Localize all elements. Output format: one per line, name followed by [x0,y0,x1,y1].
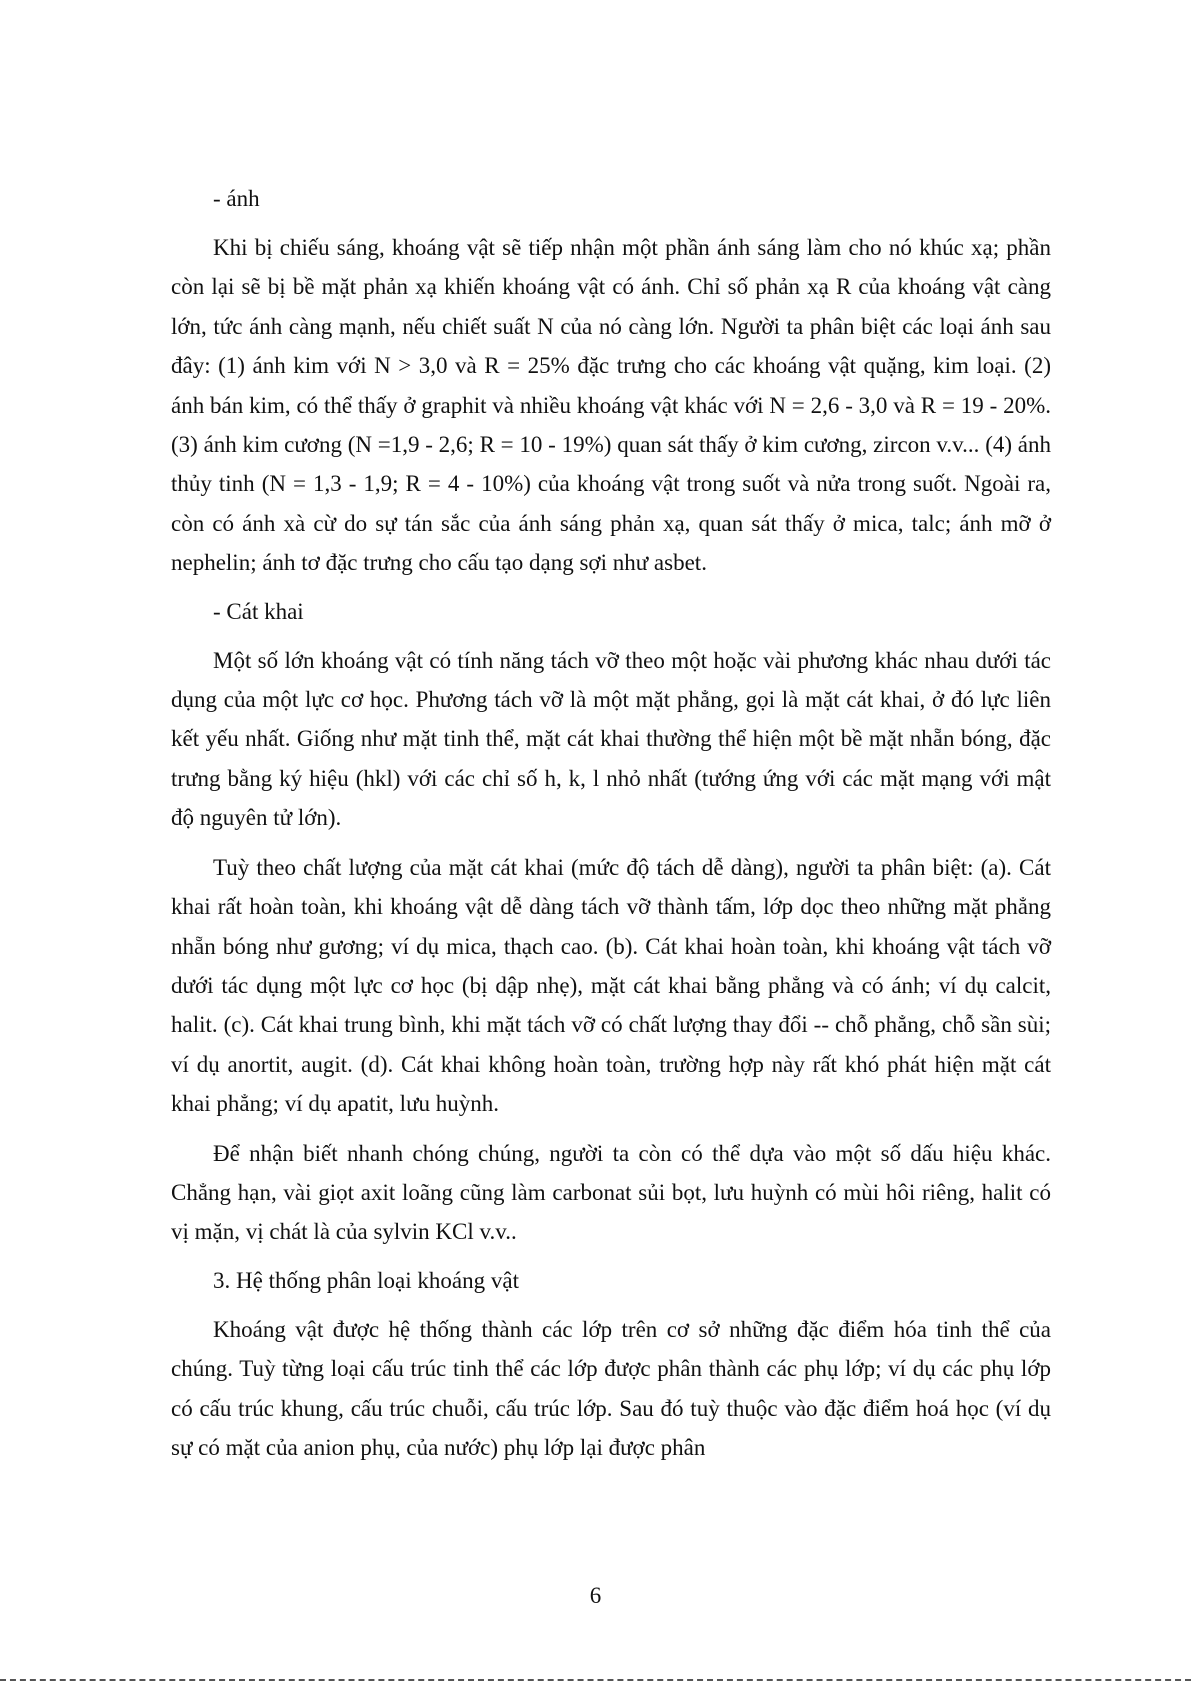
section-heading-classification: 3. Hệ thống phân loại khoáng vật [213,1267,519,1293]
paragraph-cleavage-quality: Tuỳ theo chất lượng của mặt cát khai (mức độ tách dễ dàng), người ta phân biệt: (a). Cát khai rất hoàn toàn, khi khoáng vật dễ dàng tách vỡ thành tấm, lớp dọc theo những mặt phẳng nhẵn bóng như gương; ví dụ mica, thạch cao. (b). Cát khai hoàn toàn, khi khoáng vật tách vỡ dưới tác dụng một lực cơ học (bị dập nhẹ), mặt cát khai bằng phẳng và có ánh; ví dụ calcit, halit. (c). Cát khai trung bình, khi mặt tách vỡ có chất lượng thay đổi -- chỗ phẳng, chỗ sần sùi; ví dụ anortit, augit. (d). Cát khai không hoàn toàn, trường hợp này rất khó phát hiện mặt cát khai phẳng; ví dụ apatit, lưu huỳnh. [171,854,1051,1117]
paragraph-other-signs: Để nhận biết nhanh chóng chúng, người ta còn có thể dựa vào một số dấu hiệu khác. Chẳng hạn, vài giọt axit loãng cũng làm carbonat sủi bọt, lưu huỳnh có mùi hôi riêng, halit có vị mặn, vị chát là của sylvin KCl v.v.. [171,1140,1051,1245]
paragraph-classification: Khoáng vật được hệ thống thành các lớp trên cơ sở những đặc điểm hóa tinh thể của chúng. Tuỳ từng loại cấu trúc tinh thể các lớp được phân thành các phụ lớp; ví dụ các phụ lớp có cấu trúc khung, cấu trúc chuỗi, cấu trúc lớp. Sau đó tuỳ thuộc vào đặc điểm hoá học (ví dụ sự có mặt của anion phụ, của nước) phụ lớp lại được phân [171,1316,1051,1460]
paragraph-cleavage-definition: Một số lớn khoáng vật có tính năng tách vỡ theo một hoặc vài phương khác nhau dưới tác dụng của một lực cơ học. Phương tách vỡ là một mặt phẳng, gọi là mặt cát khai, ở đó lực liên kết yếu nhất. Giống như mặt tinh thể, mặt cát khai thường thể hiện một bề mặt nhẵn bóng, đặc trưng bằng ký hiệu (hkl) với các chỉ số h, k, l nhỏ nhất (tướng ứng với các mặt mạng với mật độ nguyên tử lớn). [171,647,1051,831]
section-luster [171,180,1051,583]
section-cleavage [171,593,1051,1252]
document-body [171,180,1051,1477]
section-classification [171,1262,1051,1468]
section-heading-cleavage: - Cát khai [213,598,304,624]
page-number: 6 [589,1583,602,1608]
section-heading-luster: - ánh [213,186,260,211]
page-bottom-divider [0,1679,1191,1681]
paragraph-luster-description: Khi bị chiếu sáng, khoáng vật sẽ tiếp nhận một phần ánh sáng làm cho nó khúc xạ; phần còn lại sẽ bị bề mặt phản xạ khiến khoáng vật có ánh. Chỉ số phản xạ R của khoáng vật càng lớn, tức ánh càng mạnh, nếu chiết suất N của nó càng lớn. Người ta phân biệt các loại ánh sau đây: (1) ánh kim với N > 3,0 và R = 25% đặc trưng cho các khoáng vật quặng, kim loại. (2) ánh bán kim, có thể thấy ở graphit và nhiều khoáng vật khác với N = 2,6 - 3,0 và R = 19 - 20%. (3) ánh kim cương (N =1,9 - 2,6; R = 10 - 19%) quan sát thấy ở kim cương, zircon v.v... (4) ánh thủy tinh (N = 1,3 - 1,9; R = 4 - 10%) của khoáng vật trong suốt và nửa trong suốt. Ngoài ra, còn có ánh xà cừ do sự tán sắc của ánh sáng phản xạ, quan sát thấy ở mica, talc; ánh mỡ ở nephelin; ánh tơ đặc trưng cho cấu tạo dạng sợi như asbet. [171,235,1051,576]
